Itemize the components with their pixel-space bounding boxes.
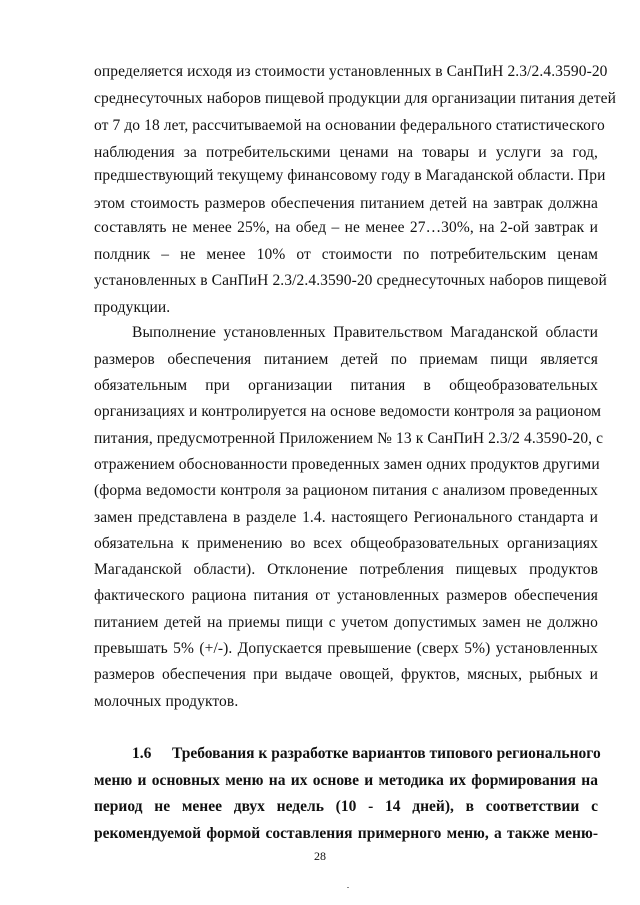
paragraph-line: полдник – не менее 10% от стоимости по потребительским ценам bbox=[94, 246, 598, 263]
paragraph-line: фактического рациона питания от установленных размеров обеспечения bbox=[94, 587, 598, 604]
scan-artifact bbox=[347, 887, 349, 888]
paragraph-line: определяется исходя из стоимости установленных в СанПиН 2.3/2.4.3590-20 bbox=[94, 63, 608, 80]
paragraph-line: отражением обоснованности проведенных замен одних продуктов другими bbox=[94, 456, 600, 473]
paragraph-line: превышать 5% (+/-). Допускается превышение (сверх 5%) установленных bbox=[94, 640, 598, 657]
paragraph-line: Выполнение установленных Правительством Магаданской области bbox=[132, 324, 598, 341]
paragraph-line: наблюдения за потребительскими ценами на товары и услуги за год, bbox=[94, 144, 598, 161]
paragraph-line: установленных в СанПиН 2.3/2.4.3590-20 среднесуточных наборов пищевой bbox=[94, 272, 607, 289]
paragraph-line: размеров обеспечения при выдаче овощей, фруктов, мясных, рыбных и bbox=[94, 666, 598, 683]
section-number: 1.6 bbox=[132, 745, 152, 762]
section-heading-text: Требования к разработке вариантов типового регионального bbox=[172, 745, 601, 762]
section-heading-line: период не менее двух недель (10 - 14 дней), в соответствии с bbox=[94, 798, 598, 815]
paragraph-line: от 7 до 18 лет, рассчитываемой на основании федерального статистического bbox=[94, 117, 605, 134]
paragraph-line: питания, предусмотренной Приложением № 13 к СанПиН 2.3/2 4.3590-20, с bbox=[94, 430, 604, 447]
paragraph-line: составлять не менее 25%, на обед – не менее 27…30%, на 2-ой завтрак и bbox=[94, 219, 598, 236]
page-number: 28 bbox=[314, 849, 326, 863]
paragraph-line: предшествующий текущему финансовому году в Магаданской области. При bbox=[94, 167, 606, 184]
paragraph-line: молочных продуктов. bbox=[94, 693, 239, 710]
paragraph-line: продукции. bbox=[94, 299, 171, 316]
paragraph-line: Магаданской области). Отклонение потребления пищевых продуктов bbox=[94, 561, 598, 578]
paragraph-line: обязательна к применению во всех общеобразовательных организациях bbox=[94, 535, 598, 552]
section-heading-line: меню и основных меню на их основе и методика их формирования на bbox=[94, 772, 598, 789]
section-heading-line bbox=[132, 744, 601, 764]
paragraph-line: замен представлена в разделе 1.4. настоящего Регионального стандарта и bbox=[94, 509, 598, 526]
paragraph-line: среднесуточных наборов пищевой продукции для организации питания детей bbox=[94, 90, 616, 107]
paragraph-line: этом стоимость размеров обеспечения питанием детей на завтрак должна bbox=[94, 195, 598, 212]
paragraph-line: организациях и контролируется на основе ведомости контроля за рационом bbox=[94, 403, 602, 420]
paragraph-line: (форма ведомости контроля за рационом питания с анализом проведенных bbox=[94, 482, 598, 499]
section-heading-line: рекомендуемой формой составления примерного меню, а также меню- bbox=[94, 825, 598, 842]
paragraph-line: обязательным при организации питания в общеобразовательных bbox=[94, 377, 598, 394]
paragraph-line: питанием детей на приемы пищи с учетом допустимых замен не должно bbox=[94, 614, 598, 631]
paragraph-line: размеров обеспечения питанием детей по приемам пищи является bbox=[94, 351, 598, 368]
